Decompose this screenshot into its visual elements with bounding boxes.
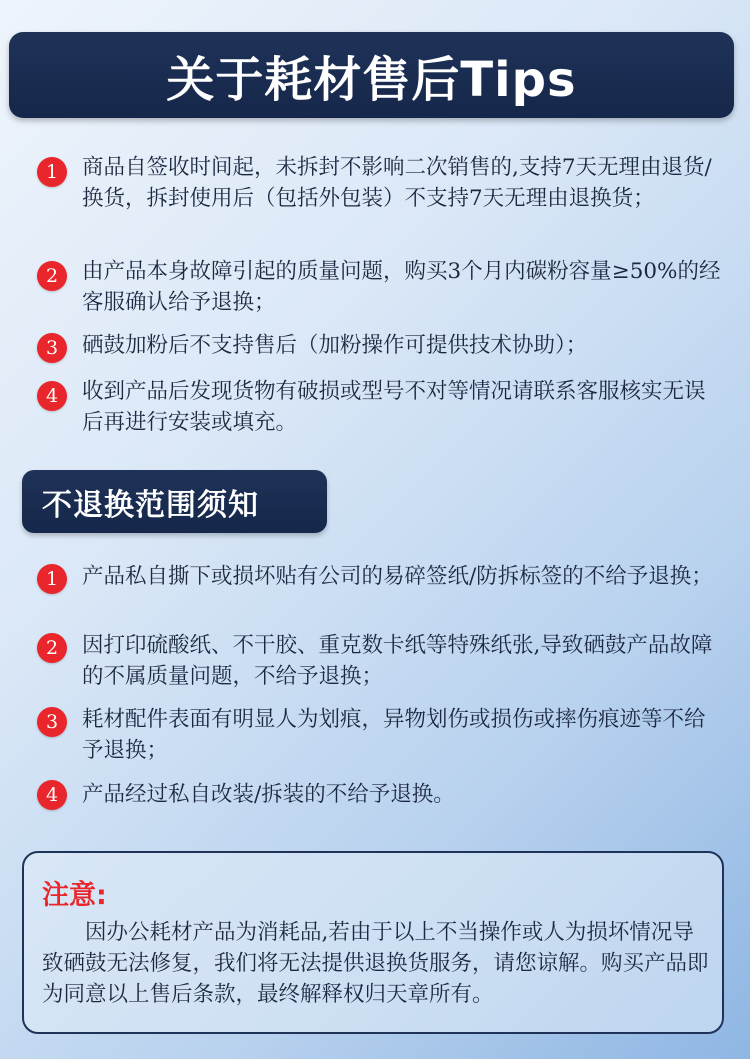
tip-text: 商品自签收时间起，未拆封不影响二次销售的,支持7天无理由退货/换货，拆封使用后（包括外包装）不支持7天无理由退换货； xyxy=(82,155,712,211)
exclusion-text: 耗材配件表面有明显人为划痕，异物划伤或损伤或摔伤痕迹等不给予退换； xyxy=(82,707,706,763)
number-badge: 2 xyxy=(37,633,67,663)
tip-text: 硒鼓加粉后不支持售后（加粉操作可提供技术协助）； xyxy=(82,333,588,358)
notice-body: 因办公耗材产品为消耗品,若由于以上不当操作或人为损坏情况导致硒鼓无法修复，我们将无法提供退换货服务，请您谅解。购买产品即为同意以上售后条款，最终解释权归天章所有。 xyxy=(42,920,709,1007)
number-badge: 2 xyxy=(37,261,67,291)
title-banner xyxy=(9,32,734,118)
page-title: 关于耗材售后Tips xyxy=(166,51,577,108)
notice-box xyxy=(22,851,724,1034)
number-badge: 4 xyxy=(37,780,67,810)
exclusion-text: 产品私自撕下或损坏贴有公司的易碎签纸/防拆标签的不给予退换； xyxy=(82,564,713,589)
number-badge: 3 xyxy=(37,333,67,363)
section-title: 不退换范围须知 xyxy=(42,487,259,523)
exclusion-text: 产品经过私自改装/拆装的不给予退换。 xyxy=(82,782,455,807)
exclusion-text: 因打印硫酸纸、不干胶、重克数卡纸等特殊纸张,导致硒鼓产品故障的不属质量问题，不给予退换； xyxy=(82,633,713,689)
tip-text: 收到产品后发现货物有破损或型号不对等情况请联系客服核实无误后再进行安装或填充。 xyxy=(82,379,706,435)
number-badge: 4 xyxy=(37,381,67,411)
number-badge: 3 xyxy=(37,707,67,737)
tip-text: 由产品本身故障引起的质量问题，购买3个月内碳粉容量≥50%的经客服确认给予退换； xyxy=(82,259,721,315)
number-badge: 1 xyxy=(37,157,67,187)
section-banner xyxy=(22,470,327,533)
number-badge: 1 xyxy=(37,564,67,594)
notice-title: 注意: xyxy=(42,880,107,911)
